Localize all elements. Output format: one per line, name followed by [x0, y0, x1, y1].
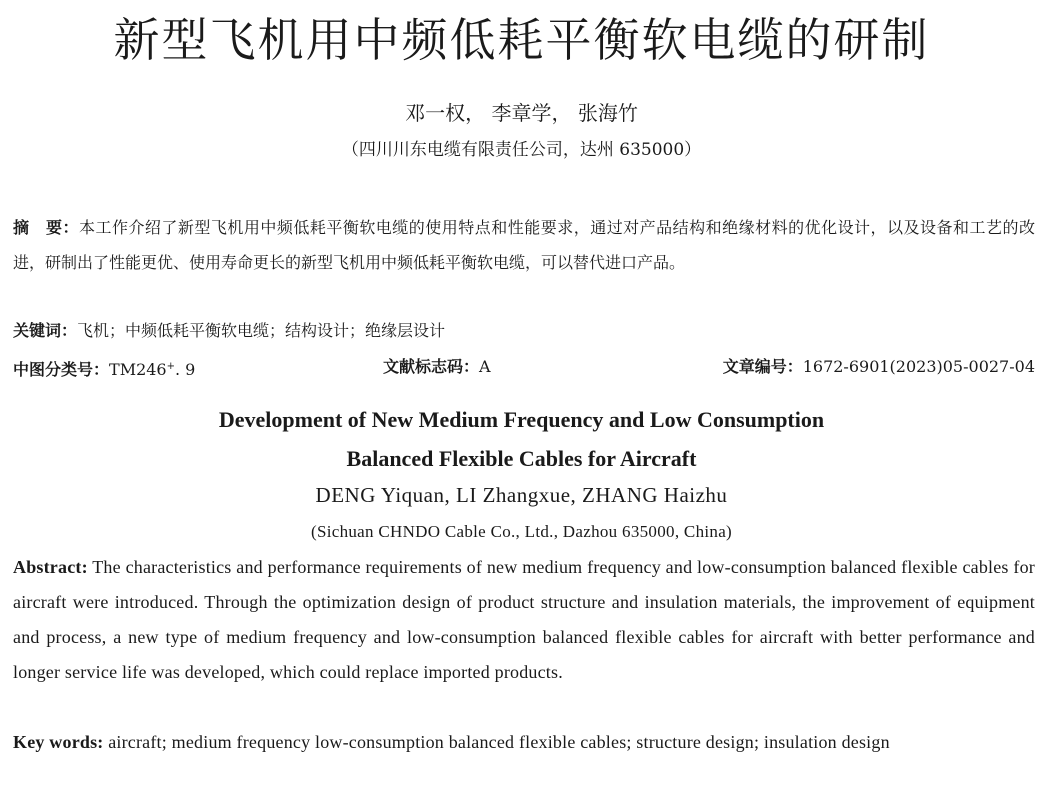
- chinese-keywords-text: 飞机；中频低耗平衡软电缆；结构设计；绝缘层设计: [77, 321, 446, 340]
- clc-number: [13, 352, 195, 385]
- chinese-affiliation: （四川川东电缆有限责任公司，达州 635000）: [341, 140, 702, 160]
- english-abstract-text: The characteristics and performance requirements of new medium frequency and low-consumption balanced flexible cables for aircraft were introduced. Through the optimization design of product structure and insulation materials, the improvement of equipment and process, a new type of medium frequency and low-consumption balanced flexible cables for aircraft with better performance and longer service life was developed, which could replace imported products.: [13, 557, 1035, 682]
- document-code-label: 文献标志码：: [383, 357, 480, 376]
- chinese-abstract-label: 摘 要：: [13, 218, 79, 237]
- english-affiliation: (Sichuan CHNDO Cable Co., Ltd., Dazhou 635000, China): [310, 522, 732, 541]
- article-number: [723, 352, 1035, 382]
- document-code-value: A: [479, 357, 491, 376]
- clc-value-sup: +: [166, 361, 175, 372]
- chinese-abstract: [13, 210, 1035, 280]
- article-number-value: 1672-6901(2023)05-0027-04: [802, 357, 1035, 376]
- english-abstract-label: Abstract:: [13, 557, 88, 577]
- chinese-authors: 邓一权， 李章学， 张海竹: [405, 101, 638, 125]
- english-abstract: [13, 550, 1035, 690]
- english-title: [0, 400, 1043, 478]
- document-code: [383, 352, 491, 382]
- english-keywords-label: Key words:: [13, 732, 104, 752]
- english-title-line-2: Balanced Flexible Cables for Aircraft: [346, 446, 697, 471]
- chinese-title: 新型飞机用中频低耗平衡软电缆的研制: [113, 13, 930, 67]
- english-keywords: [13, 725, 1035, 760]
- chinese-abstract-text: 本工作介绍了新型飞机用中频低耗平衡软电缆的使用特点和性能要求，通过对产品结构和绝缘材料的优化设计，以及设备和工艺的改进，研制出了性能更优、使用寿命更长的新型飞机用中频低耗平衡软电缆，可以替代进口产品。: [13, 218, 1035, 272]
- clc-value-tail: . 9: [175, 360, 196, 379]
- classification-row: [13, 352, 1035, 382]
- chinese-keywords-label: 关键词：: [13, 321, 78, 340]
- clc-label: 中图分类号：: [13, 360, 110, 379]
- english-authors: DENG Yiquan, LI Zhangxue, ZHANG Haizhu: [315, 483, 728, 507]
- english-keywords-text: aircraft; medium frequency low-consumption balanced flexible cables; structure design; insulation design: [103, 732, 890, 752]
- article-number-label: 文章编号：: [722, 357, 803, 376]
- english-title-line-1: Development of New Medium Frequency and Low Consumption: [218, 407, 825, 432]
- chinese-keywords: [13, 316, 1035, 346]
- clc-value-main: TM246: [109, 360, 167, 379]
